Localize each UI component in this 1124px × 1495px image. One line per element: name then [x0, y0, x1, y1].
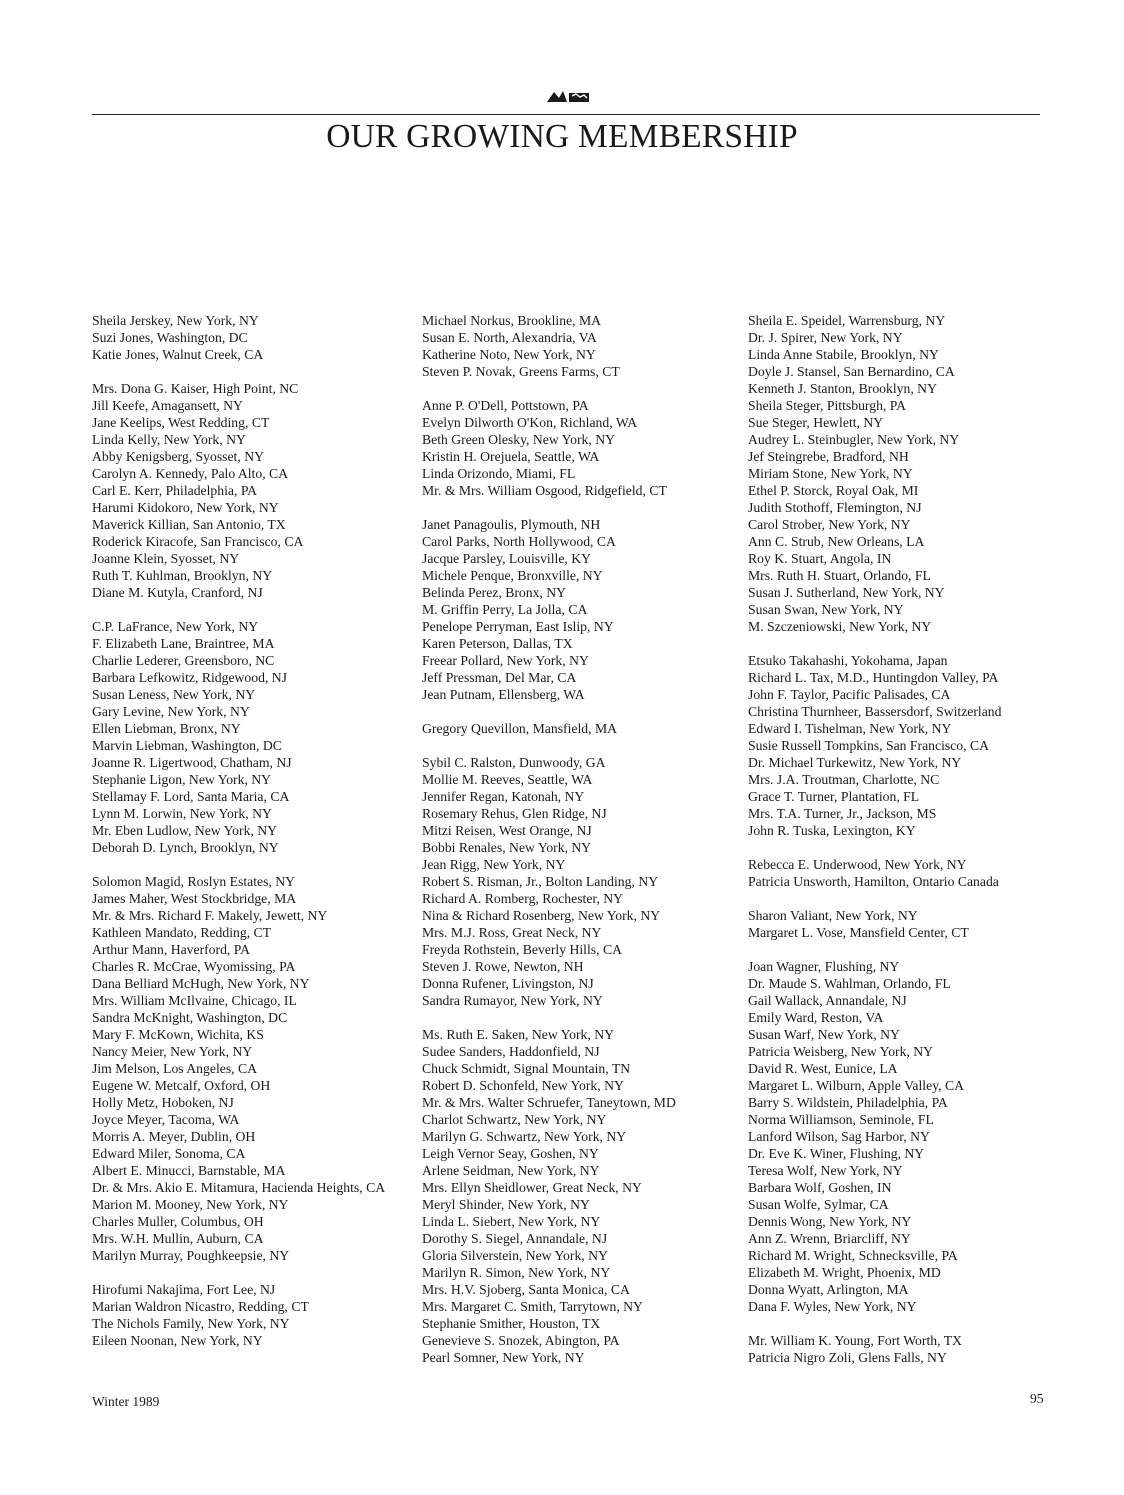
member-entry: Stellamay F. Lord, Santa Maria, CA: [92, 789, 290, 804]
member-entry: Sharon Valiant, New York, NY: [748, 908, 918, 923]
member-entry: Hirofumi Nakajima, Fort Lee, NJ: [92, 1282, 276, 1297]
member-entry: Diane M. Kutyla, Cranford, NJ: [92, 585, 263, 600]
member-entry: Donna Rufener, Livingston, NJ: [422, 976, 594, 991]
member-entry: David R. West, Eunice, LA: [748, 1061, 898, 1076]
member-entry: Dennis Wong, New York, NY: [748, 1214, 912, 1229]
member-entry: Mrs. M.J. Ross, Great Neck, NY: [422, 925, 602, 940]
member-entry: Barbara Lefkowitz, Ridgewood, NJ: [92, 670, 287, 685]
member-group: [748, 907, 1048, 941]
member-group: [422, 397, 737, 499]
member-entry: Patricia Weisberg, New York, NY: [748, 1044, 934, 1059]
member-entry: Rebecca E. Underwood, New York, NY: [748, 857, 967, 872]
member-entry: Joan Wagner, Flushing, NY: [748, 959, 900, 974]
member-entry: Ann Z. Wrenn, Briarcliff, NY: [748, 1231, 911, 1246]
member-group: [748, 1332, 1048, 1366]
member-group: [422, 754, 737, 1009]
member-entry: Dorothy S. Siegel, Annandale, NJ: [422, 1231, 608, 1246]
member-group: [92, 1281, 402, 1349]
member-entry: Jacque Parsley, Louisville, KY: [422, 551, 592, 566]
page-number: 95: [1030, 1391, 1044, 1406]
member-entry: Marian Waldron Nicastro, Redding, CT: [92, 1299, 309, 1314]
member-entry: Gloria Silverstein, New York, NY: [422, 1248, 608, 1263]
page-title: OUR GROWING MEMBERSHIP: [326, 118, 798, 155]
member-entry: Dr. Maude S. Wahlman, Orlando, FL: [748, 976, 951, 991]
member-group: [748, 312, 1048, 635]
member-entry: Mr. & Mrs. Richard F. Makely, Jewett, NY: [92, 908, 328, 923]
member-column-3: [748, 312, 1048, 1383]
member-group: [748, 856, 1048, 890]
member-entry: Arlene Seidman, New York, NY: [422, 1163, 600, 1178]
member-entry: Carol Parks, North Hollywood, CA: [422, 534, 616, 549]
member-entry: Nancy Meier, New York, NY: [92, 1044, 253, 1059]
member-entry: Marilyn R. Simon, New York, NY: [422, 1265, 611, 1280]
member-entry: Susan Warf, New York, NY: [748, 1027, 900, 1042]
member-entry: Margaret L. Vose, Mansfield Center, CT: [748, 925, 969, 940]
stylized-emblem-icon: [545, 88, 593, 106]
member-entry: Etsuko Takahashi, Yokohama, Japan: [748, 653, 948, 668]
member-entry: Evelyn Dilworth O'Kon, Richland, WA: [422, 415, 638, 430]
member-entry: Mrs. Ellyn Sheidlower, Great Neck, NY: [422, 1180, 642, 1195]
member-entry: Dana F. Wyles, New York, NY: [748, 1299, 917, 1314]
member-entry: Stephanie Ligon, New York, NY: [92, 772, 272, 787]
member-entry: Morris A. Meyer, Dublin, OH: [92, 1129, 256, 1144]
member-group: [92, 312, 402, 363]
member-entry: Barry S. Wildstein, Philadelphia, PA: [748, 1095, 948, 1110]
member-column-1: [92, 312, 402, 1366]
member-entry: Susan E. North, Alexandria, VA: [422, 330, 597, 345]
member-entry: Patricia Nigro Zoli, Glens Falls, NY: [748, 1350, 947, 1365]
member-entry: Roy K. Stuart, Angola, IN: [748, 551, 892, 566]
member-entry: Jean Rigg, New York, NY: [422, 857, 566, 872]
member-column-2: [422, 312, 737, 1383]
member-entry: Mollie M. Reeves, Seattle, WA: [422, 772, 593, 787]
member-entry: Marion M. Mooney, New York, NY: [92, 1197, 289, 1212]
member-entry: Pearl Somner, New York, NY: [422, 1350, 585, 1365]
member-entry: Mitzi Reisen, West Orange, NJ: [422, 823, 592, 838]
member-group: [92, 380, 402, 601]
member-entry: Ms. Ruth E. Saken, New York, NY: [422, 1027, 615, 1042]
member-entry: James Maher, West Stockbridge, MA: [92, 891, 297, 906]
member-entry: Susan J. Sutherland, New York, NY: [748, 585, 945, 600]
member-entry: Donna Wyatt, Arlington, MA: [748, 1282, 909, 1297]
member-entry: Jane Keelips, West Redding, CT: [92, 415, 270, 430]
member-entry: Charles Muller, Columbus, OH: [92, 1214, 264, 1229]
member-entry: Carolyn A. Kennedy, Palo Alto, CA: [92, 466, 289, 481]
member-entry: Susie Russell Tompkins, San Francisco, CA: [748, 738, 989, 753]
member-entry: Mr. & Mrs. Walter Schruefer, Taneytown, MD: [422, 1095, 676, 1110]
member-entry: F. Elizabeth Lane, Braintree, MA: [92, 636, 275, 651]
member-entry: Arthur Mann, Haverford, PA: [92, 942, 251, 957]
member-entry: Katherine Noto, New York, NY: [422, 347, 596, 362]
member-entry: Gregory Quevillon, Mansfield, MA: [422, 721, 618, 736]
member-entry: Anne P. O'Dell, Pottstown, PA: [422, 398, 589, 413]
member-entry: Leigh Vernor Seay, Goshen, NY: [422, 1146, 599, 1161]
member-entry: Gail Wallack, Annandale, NJ: [748, 993, 907, 1008]
member-entry: Susan Leness, New York, NY: [92, 687, 256, 702]
member-entry: Jean Putnam, Ellensberg, WA: [422, 687, 585, 702]
member-entry: Mr. William K. Young, Fort Worth, TX: [748, 1333, 962, 1348]
member-entry: Audrey L. Steinbugler, New York, NY: [748, 432, 960, 447]
member-entry: Stephanie Smither, Houston, TX: [422, 1316, 601, 1331]
member-entry: Lanford Wilson, Sag Harbor, NY: [748, 1129, 930, 1144]
member-entry: Eugene W. Metcalf, Oxford, OH: [92, 1078, 271, 1093]
member-entry: Sudee Sanders, Haddonfield, NJ: [422, 1044, 600, 1059]
member-entry: M. Griffin Perry, La Jolla, CA: [422, 602, 588, 617]
member-entry: Susan Wolfe, Sylmar, CA: [748, 1197, 889, 1212]
member-entry: Robert D. Schonfeld, New York, NY: [422, 1078, 624, 1093]
member-entry: Gary Levine, New York, NY: [92, 704, 250, 719]
member-entry: Chuck Schmidt, Signal Mountain, TN: [422, 1061, 631, 1076]
member-entry: Barbara Wolf, Goshen, IN: [748, 1180, 892, 1195]
member-entry: Dana Belliard McHugh, New York, NY: [92, 976, 310, 991]
member-entry: Doyle J. Stansel, San Bernardino, CA: [748, 364, 955, 379]
member-entry: Linda L. Siebert, New York, NY: [422, 1214, 601, 1229]
member-entry: Richard A. Romberg, Rochester, NY: [422, 891, 624, 906]
member-entry: Patricia Unsworth, Hamilton, Ontario Canada: [748, 874, 999, 889]
member-entry: Albert E. Minucci, Barnstable, MA: [92, 1163, 286, 1178]
member-entry: Linda Anne Stabile, Brooklyn, NY: [748, 347, 939, 362]
header-rule: [92, 114, 1040, 115]
member-entry: Dr. J. Spirer, New York, NY: [748, 330, 903, 345]
member-group: [422, 720, 737, 737]
member-entry: Sheila E. Speidel, Warrensburg, NY: [748, 313, 946, 328]
issue-label: Winter 1989: [92, 1394, 160, 1409]
member-entry: Edward Miler, Sonoma, CA: [92, 1146, 246, 1161]
member-entry: Richard L. Tax, M.D., Huntingdon Valley, PA: [748, 670, 999, 685]
member-group: [92, 618, 402, 856]
member-group: [422, 516, 737, 703]
member-entry: Susan Swan, New York, NY: [748, 602, 904, 617]
member-entry: Linda Orizondo, Miami, FL: [422, 466, 576, 481]
member-entry: Marvin Liebman, Washington, DC: [92, 738, 282, 753]
member-entry: Janet Panagoulis, Plymouth, NH: [422, 517, 601, 532]
member-entry: Elizabeth M. Wright, Phoenix, MD: [748, 1265, 941, 1280]
member-entry: Bobbi Renales, New York, NY: [422, 840, 592, 855]
member-entry: Jeff Pressman, Del Mar, CA: [422, 670, 577, 685]
member-entry: Teresa Wolf, New York, NY: [748, 1163, 903, 1178]
member-entry: Marilyn G. Schwartz, New York, NY: [422, 1129, 627, 1144]
member-entry: M. Szczeniowski, New York, NY: [748, 619, 932, 634]
member-entry: Edward I. Tishelman, New York, NY: [748, 721, 952, 736]
member-entry: Ruth T. Kuhlman, Brooklyn, NY: [92, 568, 273, 583]
member-entry: Genevieve S. Snozek, Abington, PA: [422, 1333, 620, 1348]
member-entry: Mrs. H.V. Sjoberg, Santa Monica, CA: [422, 1282, 630, 1297]
member-entry: Sandra Rumayor, New York, NY: [422, 993, 603, 1008]
member-entry: Charles R. McCrae, Wyomissing, PA: [92, 959, 296, 974]
member-entry: Michele Penque, Bronxville, NY: [422, 568, 603, 583]
member-entry: Mrs. Ruth H. Stuart, Orlando, FL: [748, 568, 931, 583]
member-entry: Dr. Michael Turkewitz, New York, NY: [748, 755, 962, 770]
member-entry: Abby Kenigsberg, Syosset, NY: [92, 449, 264, 464]
member-entry: Charlot Schwartz, New York, NY: [422, 1112, 607, 1127]
member-entry: Eileen Noonan, New York, NY: [92, 1333, 263, 1348]
member-entry: Solomon Magid, Roslyn Estates, NY: [92, 874, 296, 889]
member-entry: Sandra McKnight, Washington, DC: [92, 1010, 288, 1025]
member-entry: Mrs. William McIlvaine, Chicago, IL: [92, 993, 297, 1008]
member-entry: Mrs. Margaret C. Smith, Tarrytown, NY: [422, 1299, 643, 1314]
member-entry: Carl E. Kerr, Philadelphia, PA: [92, 483, 258, 498]
member-entry: Lynn M. Lorwin, New York, NY: [92, 806, 272, 821]
member-entry: Marilyn Murray, Poughkeepsie, NY: [92, 1248, 290, 1263]
member-entry: Jennifer Regan, Katonah, NY: [422, 789, 585, 804]
member-entry: Jef Steingrebe, Bradford, NH: [748, 449, 909, 464]
member-entry: Linda Kelly, New York, NY: [92, 432, 246, 447]
member-entry: Charlie Lederer, Greensboro, NC: [92, 653, 275, 668]
member-entry: Richard M. Wright, Schnecksville, PA: [748, 1248, 958, 1263]
member-entry: C.P. LaFrance, New York, NY: [92, 619, 259, 634]
member-group: [748, 958, 1048, 1315]
member-entry: Robert S. Risman, Jr., Bolton Landing, NY: [422, 874, 659, 889]
member-entry: Suzi Jones, Washington, DC: [92, 330, 248, 345]
member-entry: Steven P. Novak, Greens Farms, CT: [422, 364, 620, 379]
member-entry: Mr. & Mrs. William Osgood, Ridgefield, CT: [422, 483, 667, 498]
member-entry: Sue Steger, Hewlett, NY: [748, 415, 884, 430]
member-entry: Jim Melson, Los Angeles, CA: [92, 1061, 258, 1076]
member-entry: Ellen Liebman, Bronx, NY: [92, 721, 241, 736]
member-entry: Katie Jones, Walnut Creek, CA: [92, 347, 264, 362]
member-entry: Rosemary Rehus, Glen Ridge, NJ: [422, 806, 607, 821]
member-entry: Mr. Eben Ludlow, New York, NY: [92, 823, 278, 838]
member-entry: Joyce Meyer, Tacoma, WA: [92, 1112, 240, 1127]
member-entry: The Nichols Family, New York, NY: [92, 1316, 290, 1331]
member-group: [748, 652, 1048, 839]
member-entry: Mrs. W.H. Mullin, Auburn, CA: [92, 1231, 264, 1246]
member-entry: Maverick Killian, San Antonio, TX: [92, 517, 286, 532]
member-entry: Nina & Richard Rosenberg, New York, NY: [422, 908, 661, 923]
member-entry: Ethel P. Storck, Royal Oak, MI: [748, 483, 919, 498]
member-entry: Carol Strober, New York, NY: [748, 517, 911, 532]
member-entry: Margaret L. Wilburn, Apple Valley, CA: [748, 1078, 965, 1093]
member-entry: Grace T. Turner, Plantation, FL: [748, 789, 920, 804]
member-group: [92, 873, 402, 1264]
member-entry: Belinda Perez, Bronx, NY: [422, 585, 567, 600]
member-entry: Kathleen Mandato, Redding, CT: [92, 925, 272, 940]
member-entry: Dr. Eve K. Winer, Flushing, NY: [748, 1146, 925, 1161]
member-entry: Norma Williamson, Seminole, FL: [748, 1112, 934, 1127]
member-entry: Meryl Shinder, New York, NY: [422, 1197, 590, 1212]
member-entry: Sheila Steger, Pittsburgh, PA: [748, 398, 907, 413]
member-entry: Christina Thurnheer, Bassersdorf, Switzerland: [748, 704, 1002, 719]
member-entry: Freyda Rothstein, Beverly Hills, CA: [422, 942, 622, 957]
member-entry: Steven J. Rowe, Newton, NH: [422, 959, 584, 974]
member-entry: Ann C. Strub, New Orleans, LA: [748, 534, 925, 549]
member-entry: Penelope Perryman, East Islip, NY: [422, 619, 614, 634]
member-entry: Harumi Kidokoro, New York, NY: [92, 500, 279, 515]
member-entry: Joanne Klein, Syosset, NY: [92, 551, 240, 566]
member-entry: Mrs. T.A. Turner, Jr., Jackson, MS: [748, 806, 937, 821]
member-entry: Mary F. McKown, Wichita, KS: [92, 1027, 264, 1042]
member-entry: Dr. & Mrs. Akio E. Mitamura, Hacienda Heights, CA: [92, 1180, 386, 1195]
member-entry: John F. Taylor, Pacific Palisades, CA: [748, 687, 951, 702]
member-entry: Deborah D. Lynch, Brooklyn, NY: [92, 840, 279, 855]
member-entry: Holly Metz, Hoboken, NJ: [92, 1095, 234, 1110]
member-entry: Sybil C. Ralston, Dunwoody, GA: [422, 755, 606, 770]
member-entry: Sheila Jerskey, New York, NY: [92, 313, 259, 328]
member-entry: Emily Ward, Reston, VA: [748, 1010, 884, 1025]
member-entry: Mrs. Dona G. Kaiser, High Point, NC: [92, 381, 299, 396]
member-entry: John R. Tuska, Lexington, KY: [748, 823, 916, 838]
member-entry: Freear Pollard, New York, NY: [422, 653, 589, 668]
member-entry: Joanne R. Ligertwood, Chatham, NJ: [92, 755, 292, 770]
member-entry: Karen Peterson, Dallas, TX: [422, 636, 573, 651]
member-entry: Judith Stothoff, Flemington, NJ: [748, 500, 922, 515]
member-entry: Kristin H. Orejuela, Seattle, WA: [422, 449, 600, 464]
member-entry: Beth Green Olesky, New York, NY: [422, 432, 615, 447]
member-entry: Mrs. J.A. Troutman, Charlotte, NC: [748, 772, 940, 787]
member-entry: Roderick Kiracofe, San Francisco, CA: [92, 534, 304, 549]
member-entry: Jill Keefe, Amagansett, NY: [92, 398, 243, 413]
member-entry: Kenneth J. Stanton, Brooklyn, NY: [748, 381, 937, 396]
member-group: [422, 312, 737, 380]
member-entry: Michael Norkus, Brookline, MA: [422, 313, 602, 328]
member-group: [422, 1026, 737, 1366]
member-entry: Miriam Stone, New York, NY: [748, 466, 913, 481]
